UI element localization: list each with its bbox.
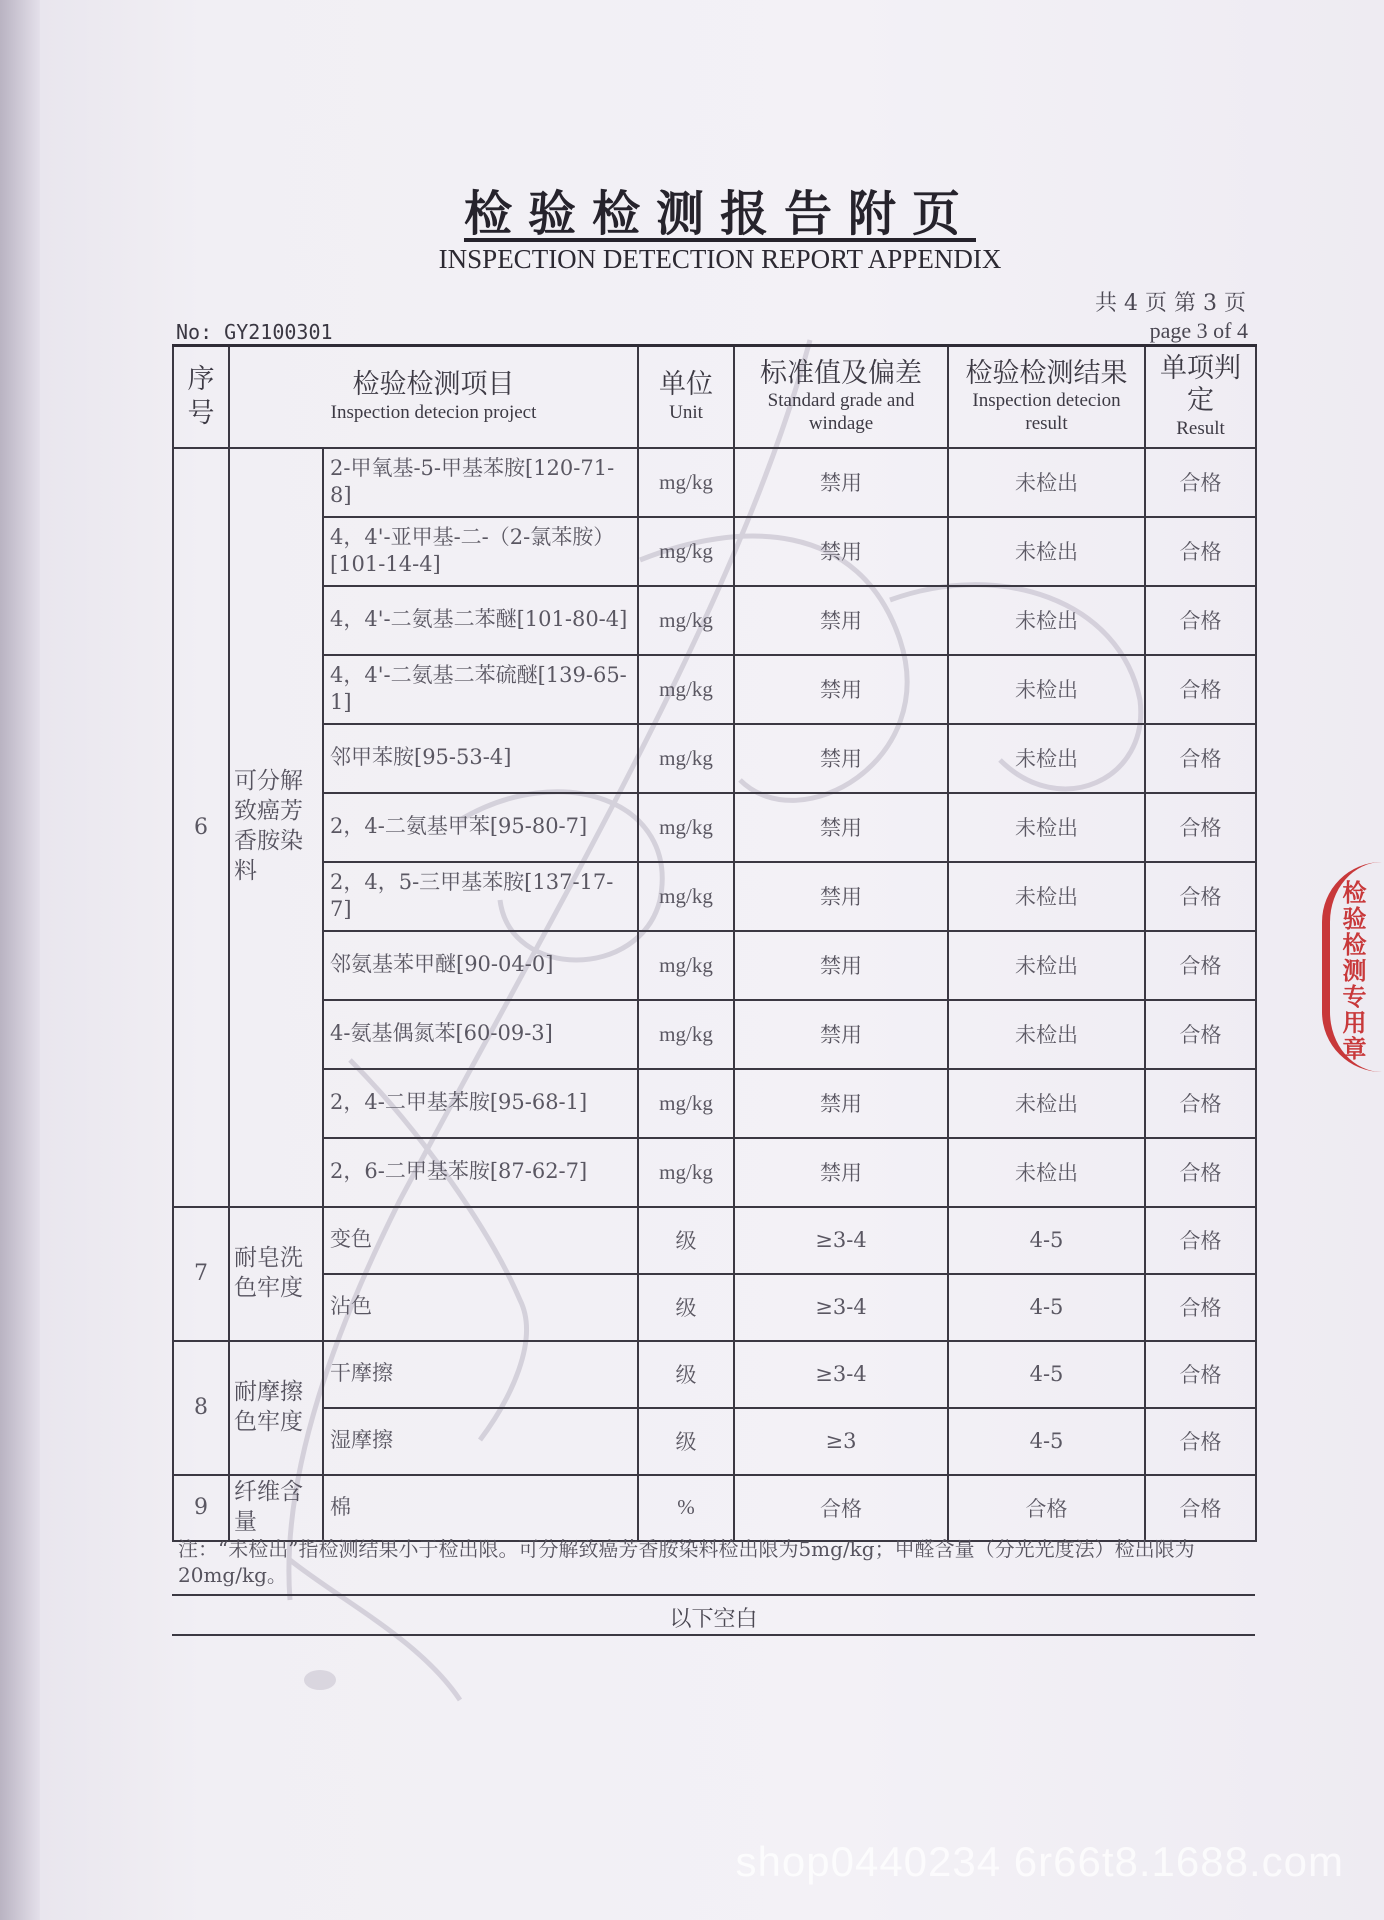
table-row — [173, 931, 1256, 1000]
row-judgement: 合格 — [1145, 1475, 1256, 1541]
row-unit: mg/kg — [638, 1000, 734, 1069]
row-unit: mg/kg — [638, 586, 734, 655]
table-row — [173, 862, 1256, 931]
row-judgement: 合格 — [1145, 793, 1256, 862]
header-judgement: 单项判定 Result — [1145, 346, 1256, 448]
header-result: 检验检测结果 Inspection detecion result — [948, 346, 1145, 448]
row-category: 耐摩擦色牢度 — [229, 1341, 323, 1475]
report-number: No: GY2100301 — [176, 320, 333, 344]
table-row — [173, 1475, 1256, 1541]
row-standard: 禁用 — [734, 517, 948, 586]
header-standard: 标准值及偏差 Standard grade and windage — [734, 346, 948, 448]
row-category: 可分解致癌芳香胺染料 — [229, 448, 323, 1207]
row-result: 4-5 — [948, 1274, 1145, 1341]
row-result: 未检出 — [948, 448, 1145, 517]
row-result: 4-5 — [948, 1207, 1145, 1274]
row-judgement: 合格 — [1145, 1138, 1256, 1207]
row-category: 纤维含量 — [229, 1475, 323, 1541]
row-test-item: 2-甲氧基-5-甲基苯胺[120-71-8] — [323, 448, 638, 517]
row-unit: % — [638, 1475, 734, 1541]
row-result: 未检出 — [948, 586, 1145, 655]
row-result: 4-5 — [948, 1341, 1145, 1408]
table-row — [173, 1207, 1256, 1274]
table-row — [173, 1138, 1256, 1207]
inspection-results-table — [172, 344, 1257, 1542]
row-standard: 禁用 — [734, 586, 948, 655]
row-standard: 禁用 — [734, 655, 948, 724]
table-header-row — [173, 346, 1256, 448]
row-test-item: 邻甲苯胺[95-53-4] — [323, 724, 638, 793]
row-result: 4-5 — [948, 1408, 1145, 1475]
row-test-item: 变色 — [323, 1207, 638, 1274]
row-standard: ≥3-4 — [734, 1207, 948, 1274]
row-test-item: 2，4，5-三甲基苯胺[137-17-7] — [323, 862, 638, 931]
row-standard: 禁用 — [734, 862, 948, 931]
header-seq: 序号 — [173, 346, 229, 448]
page-indicator-english: page 3 of 4 — [1149, 318, 1248, 343]
table-row — [173, 1000, 1256, 1069]
row-unit: mg/kg — [638, 862, 734, 931]
table-row — [173, 724, 1256, 793]
table-row — [173, 1274, 1256, 1341]
row-seq-number: 7 — [173, 1207, 229, 1341]
row-unit: mg/kg — [638, 1069, 734, 1138]
page-indicator-chinese: 共 4 页 第 3 页 — [1095, 291, 1246, 316]
row-result: 未检出 — [948, 655, 1145, 724]
row-standard: 禁用 — [734, 1069, 948, 1138]
row-test-item: 4，4'-亚甲基-二-（2-氯苯胺）[101-14-4] — [323, 517, 638, 586]
row-unit: mg/kg — [638, 448, 734, 517]
divider-line — [172, 1634, 1255, 1636]
row-judgement: 合格 — [1145, 448, 1256, 517]
table-row — [173, 1069, 1256, 1138]
row-seq-number: 6 — [173, 448, 229, 1207]
row-standard: 禁用 — [734, 448, 948, 517]
row-test-item: 4-氨基偶氮苯[60-09-3] — [323, 1000, 638, 1069]
row-test-item: 湿摩擦 — [323, 1408, 638, 1475]
row-result: 未检出 — [948, 1069, 1145, 1138]
row-unit: 级 — [638, 1341, 734, 1408]
row-judgement: 合格 — [1145, 931, 1256, 1000]
row-judgement: 合格 — [1145, 1000, 1256, 1069]
row-result: 合格 — [948, 1475, 1145, 1541]
row-result: 未检出 — [948, 724, 1145, 793]
official-seal-text: 检验检测专用章 — [1338, 880, 1367, 1062]
row-unit: mg/kg — [638, 655, 734, 724]
row-result: 未检出 — [948, 1000, 1145, 1069]
row-test-item: 2，6-二甲基苯胺[87-62-7] — [323, 1138, 638, 1207]
row-unit: 级 — [638, 1408, 734, 1475]
row-standard: 禁用 — [734, 724, 948, 793]
row-result: 未检出 — [948, 862, 1145, 931]
blank-below-marker: 以下空白 — [669, 1607, 758, 1632]
row-judgement: 合格 — [1145, 1207, 1256, 1274]
row-unit: mg/kg — [638, 1138, 734, 1207]
row-test-item: 4，4'-二氨基二苯硫醚[139-65-1] — [323, 655, 638, 724]
row-judgement: 合格 — [1145, 1069, 1256, 1138]
row-test-item: 沾色 — [323, 1274, 638, 1341]
row-standard: 禁用 — [734, 793, 948, 862]
row-judgement: 合格 — [1145, 655, 1256, 724]
report-title-chinese: 检验检测报告附页 — [463, 186, 976, 242]
row-unit: mg/kg — [638, 931, 734, 1000]
table-row — [173, 586, 1256, 655]
book-binding-shadow — [0, 0, 40, 1920]
footnote: 注：“未检出”指检测结果小于检出限。可分解致癌芳香胺染料检出限为5mg/kg；甲醛含量（分光光度法）检出限为20mg/kg。 — [178, 1537, 1195, 1587]
header-unit: 单位 Unit — [638, 346, 734, 448]
header-project: 检验检测项目 Inspection detecion project — [229, 346, 638, 448]
row-test-item: 2，4-二甲基苯胺[95-68-1] — [323, 1069, 638, 1138]
row-standard: ≥3-4 — [734, 1274, 948, 1341]
row-judgement: 合格 — [1145, 724, 1256, 793]
row-result: 未检出 — [948, 517, 1145, 586]
row-judgement: 合格 — [1145, 1408, 1256, 1475]
row-standard: 禁用 — [734, 1138, 948, 1207]
report-title-english: INSPECTION DETECTION REPORT APPENDIX — [438, 244, 1002, 274]
table-row — [173, 1341, 1256, 1408]
row-test-item: 2，4-二氨基甲苯[95-80-7] — [323, 793, 638, 862]
shop-watermark: shop0440234 6r66t8.1688.com — [735, 1838, 1344, 1885]
table-row — [173, 448, 1256, 517]
table-row — [173, 655, 1256, 724]
divider-line — [172, 1594, 1255, 1596]
row-category: 耐皂洗色牢度 — [229, 1207, 323, 1341]
row-result: 未检出 — [948, 793, 1145, 862]
row-unit: mg/kg — [638, 724, 734, 793]
row-result: 未检出 — [948, 1138, 1145, 1207]
row-unit: 级 — [638, 1274, 734, 1341]
row-judgement: 合格 — [1145, 862, 1256, 931]
row-seq-number: 8 — [173, 1341, 229, 1475]
row-judgement: 合格 — [1145, 1274, 1256, 1341]
row-unit: 级 — [638, 1207, 734, 1274]
row-standard: 禁用 — [734, 1000, 948, 1069]
row-standard: 合格 — [734, 1475, 948, 1541]
row-seq-number: 9 — [173, 1475, 229, 1541]
row-standard: ≥3-4 — [734, 1341, 948, 1408]
table-row — [173, 517, 1256, 586]
row-unit: mg/kg — [638, 517, 734, 586]
row-unit: mg/kg — [638, 793, 734, 862]
row-standard: ≥3 — [734, 1408, 948, 1475]
table-row — [173, 1408, 1256, 1475]
row-standard: 禁用 — [734, 931, 948, 1000]
row-judgement: 合格 — [1145, 517, 1256, 586]
table-body — [173, 448, 1256, 1541]
row-result: 未检出 — [948, 931, 1145, 1000]
row-test-item: 邻氨基苯甲醚[90-04-0] — [323, 931, 638, 1000]
table-row — [173, 793, 1256, 862]
row-test-item: 4，4'-二氨基二苯醚[101-80-4] — [323, 586, 638, 655]
row-test-item: 干摩擦 — [323, 1341, 638, 1408]
row-test-item: 棉 — [323, 1475, 638, 1541]
row-judgement: 合格 — [1145, 1341, 1256, 1408]
row-judgement: 合格 — [1145, 586, 1256, 655]
